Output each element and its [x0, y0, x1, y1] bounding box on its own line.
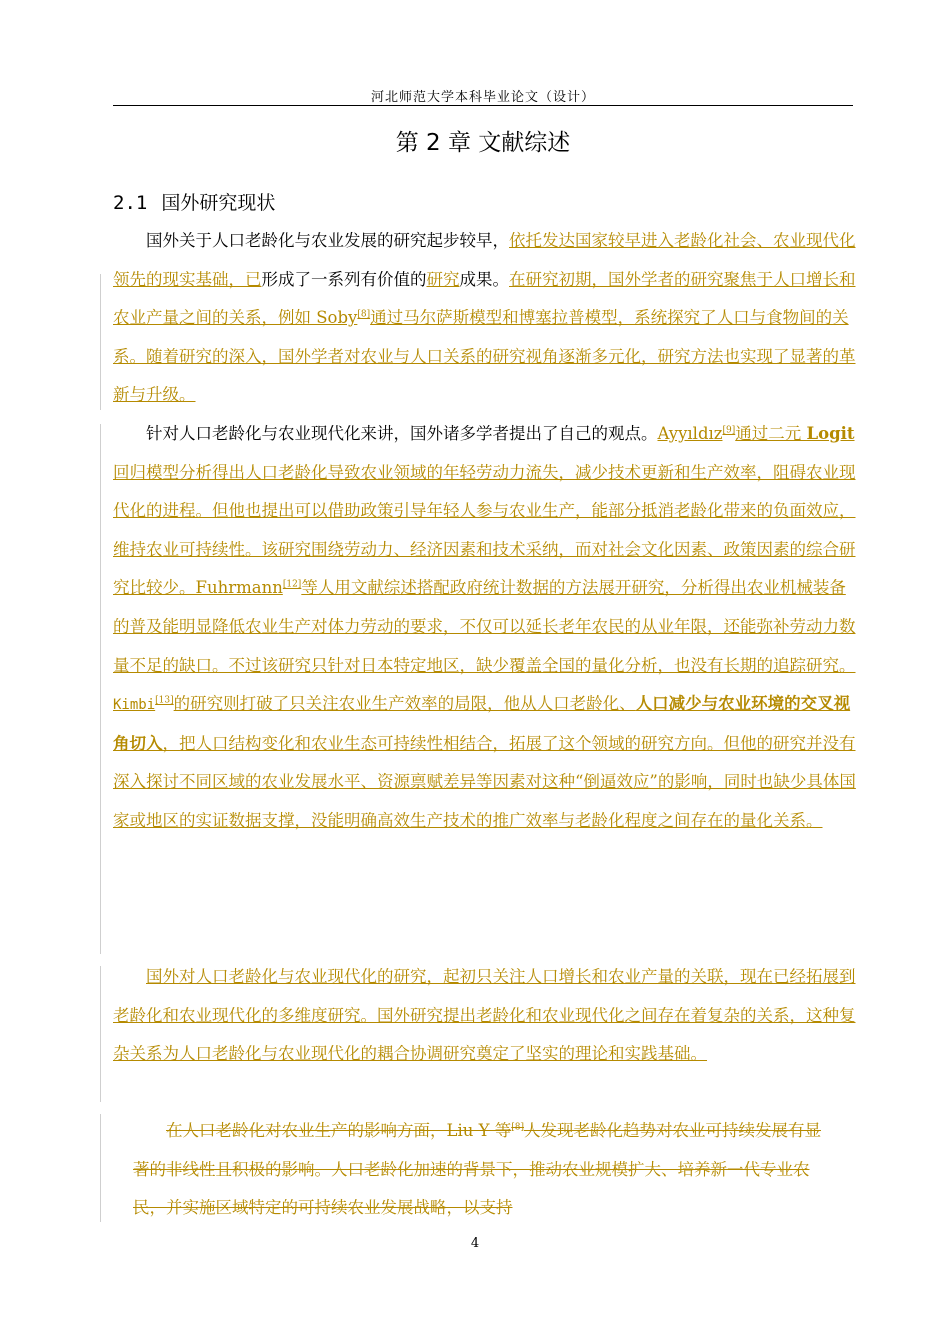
- text-run: 形成了一系列有价值的: [261, 269, 427, 289]
- text-run: 成果。: [459, 269, 509, 289]
- inserted-text: 在研究初期，国外学者的研究聚焦于人口增长和农业产量之间的关系，例如 Soby: [113, 269, 856, 328]
- inserted-text: ，把人口结构变化和农业生态可持续性相结合，拓展了这个领域的研究方向。但他的研究并没有深入探讨不同区域的农业发展水平、资源禀赋差异等因素对这种“倒逼效应”的影响，同时也缺少具体国家或地区的实证数据支撑，没能明确高效生产技术的推广效率与老龄化程度之间存在的量化关系。: [113, 733, 856, 830]
- deleted-text: 在人口老龄化对农业生产的影响方面，Liu Y 等: [166, 1121, 512, 1140]
- inserted-text: 研究: [426, 269, 460, 289]
- running-header: 河北师范大学本科毕业论文（设计）: [370, 90, 595, 105]
- page-number: 4: [470, 1236, 480, 1251]
- inserted-text: 的研究则打破了只关注农业生产效率的局限，他从人口老龄化、: [173, 694, 636, 714]
- citation-ref: [9]: [722, 425, 736, 436]
- bold-term: Logit: [806, 424, 855, 443]
- paragraph-4-deleted: [133, 1112, 823, 1228]
- citation-ref: [13]: [155, 695, 174, 706]
- deleted-text: 人发现老龄化趋势对农业可持续发展有显著的非线性且积极的影响。人口老龄化加速的背景下，推动农业规模扩大、培养新一代专业农民，并实施区域特定的可持续农业发展战略，以支持: [133, 1121, 821, 1218]
- citation-ref: [8]: [511, 1122, 524, 1133]
- inserted-text: 通过二元: [735, 424, 807, 443]
- inserted-text: Kimbi: [113, 697, 156, 714]
- change-bar: [100, 274, 101, 410]
- chapter-title: 第 2 章 文献综述: [395, 130, 571, 156]
- inserted-text: 等人用文献综述搭配政府统计数据的方法展开研究，分析得出农业机械装备的普及能明显降低农业生产对体力劳动的要求，不仅可以延长老年农民的从业年限，还能弥补劳动力数量不足的缺口。不过该研究只针对日本特定地区，缺少覆盖全国的量化分析，也没有长期的追踪研究。: [113, 578, 856, 675]
- text-run: 针对人口老龄化与农业现代化来讲，国外诸多学者提出了自己的观点。: [146, 424, 658, 443]
- inserted-text: Ayyıldız: [657, 424, 723, 443]
- text-run: 国外关于人口老龄化与农业发展的研究起步较早，: [146, 231, 509, 250]
- paragraph-3: [113, 958, 857, 1074]
- header-rule: [113, 105, 853, 106]
- inserted-text-bold: [806, 424, 854, 443]
- section-title: 国外研究现状: [161, 192, 276, 214]
- bold-phrase: 人口减少与农业环境的交叉视角切入: [113, 694, 851, 753]
- paragraph-1: [113, 222, 857, 415]
- inserted-text: 国外对人口老龄化与农业现代化的研究，起初只关注人口增长和农业产量的关联，现在已经拓展到老龄化和农业现代化的多维度研究。国外研究提出老龄化和农业现代化之间存在着复杂的关系，这种复杂关系为人口老龄化与农业现代化的耦合协调研究奠定了坚实的理论和实践基础。: [113, 967, 856, 1064]
- citation-ref: [8]: [357, 309, 371, 320]
- paragraph-2: [113, 415, 857, 841]
- inserted-text: 通过马尔萨斯模型和博塞拉普模型，系统探究了人口与食物间的关系。随着研究的深入，国外学者对农业与人口关系的研究视角逐渐多元化，研究方法也实现了显著的革新与升级。: [113, 308, 856, 405]
- inserted-text: 依托发达国家较早进入老龄化社会、农业现代化领先的现实基础，已: [113, 231, 856, 289]
- section-number: 2.1: [113, 192, 148, 214]
- citation-ref: [12]: [282, 579, 302, 590]
- change-bar: [100, 424, 101, 954]
- section-heading: [113, 188, 275, 215]
- change-bar: [100, 1114, 101, 1222]
- change-bar: [100, 966, 101, 1102]
- inserted-text: 回归模型分析得出人口老龄化导致农业领域的年轻劳动力流失，减少技术更新和生产效率，阻碍农业现代化的进程。但他也提出可以借助政策引导年轻人参与农业生产，能部分抵消老龄化带来的负面效应，维持农业可持续性。该研究围绕劳动力、经济因素和技术采纳，而对社会文化因素、政策因素的综合研究比较少。Fuhrmann: [113, 462, 856, 598]
